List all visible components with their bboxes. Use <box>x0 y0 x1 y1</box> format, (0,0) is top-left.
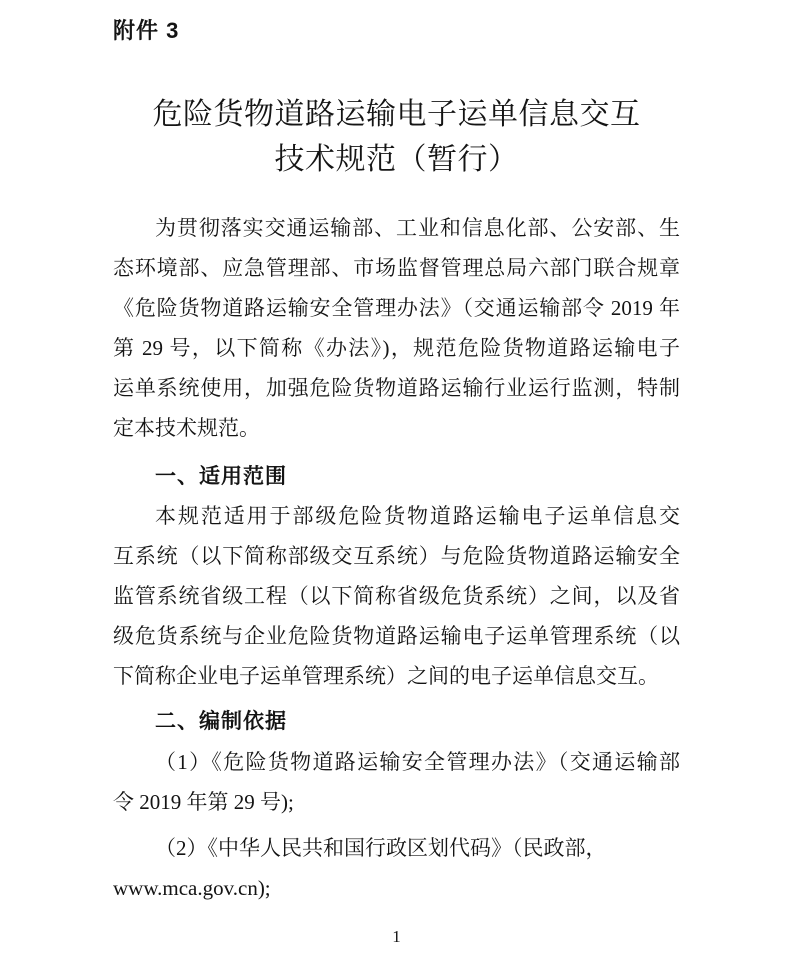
reference-item-2 <box>113 828 680 908</box>
paragraph-line: 第 29 号，以下简称《办法》)，规范危险货物道路运输电子 <box>113 336 680 360</box>
paragraph-line: （1）《危险货物道路运输安全管理办法》（交通运输部 <box>155 750 680 774</box>
attachment-label: 附件 3 <box>113 18 180 43</box>
paragraph-line: 下简称企业电子运单管理系统）之间的电子运单信息交互。 <box>113 664 659 688</box>
paragraph-line: 本规范适用于部级危险货物道路运输电子运单信息交 <box>155 504 680 528</box>
paragraph-line: 为贯彻落实交通运输部、工业和信息化部、公安部、生 <box>155 216 680 240</box>
document-title <box>113 92 680 182</box>
paragraph-scope <box>113 496 680 696</box>
paragraph-intro <box>113 208 680 448</box>
paragraph-line: 令 2019 年第 29 号); <box>113 790 294 814</box>
paragraph-line: www.mca.gov.cn); <box>113 876 271 900</box>
paragraph-line: 《危险货物道路运输安全管理办法》（交通运输部令 2019 年 <box>113 296 680 320</box>
page-number: 1 <box>392 927 401 946</box>
paragraph-line: 态环境部、应急管理部、市场监督管理总局六部门联合规章 <box>113 256 680 280</box>
section-heading-basis: 二、编制依据 <box>155 710 287 733</box>
reference-item-1 <box>113 742 680 822</box>
paragraph-line: （2）《中华人民共和国行政区划代码》（民政部， <box>155 836 607 860</box>
title-line-1: 危险货物道路运输电子运单信息交互 <box>152 98 641 131</box>
paragraph-line: 级危货系统与企业危险货物道路运输电子运单管理系统（以 <box>113 624 680 648</box>
paragraph-line: 运单系统使用，加强危险货物道路运输行业运行监测，特制 <box>113 376 680 400</box>
title-line-2: 技术规范（暂行） <box>274 143 519 176</box>
paragraph-line: 监管系统省级工程（以下简称省级危货系统）之间，以及省 <box>113 584 680 608</box>
paragraph-line: 互系统（以下简称部级交互系统）与危险货物道路运输安全 <box>113 544 680 568</box>
section-heading-scope: 一、适用范围 <box>155 465 287 488</box>
paragraph-line: 定本技术规范。 <box>113 416 260 440</box>
